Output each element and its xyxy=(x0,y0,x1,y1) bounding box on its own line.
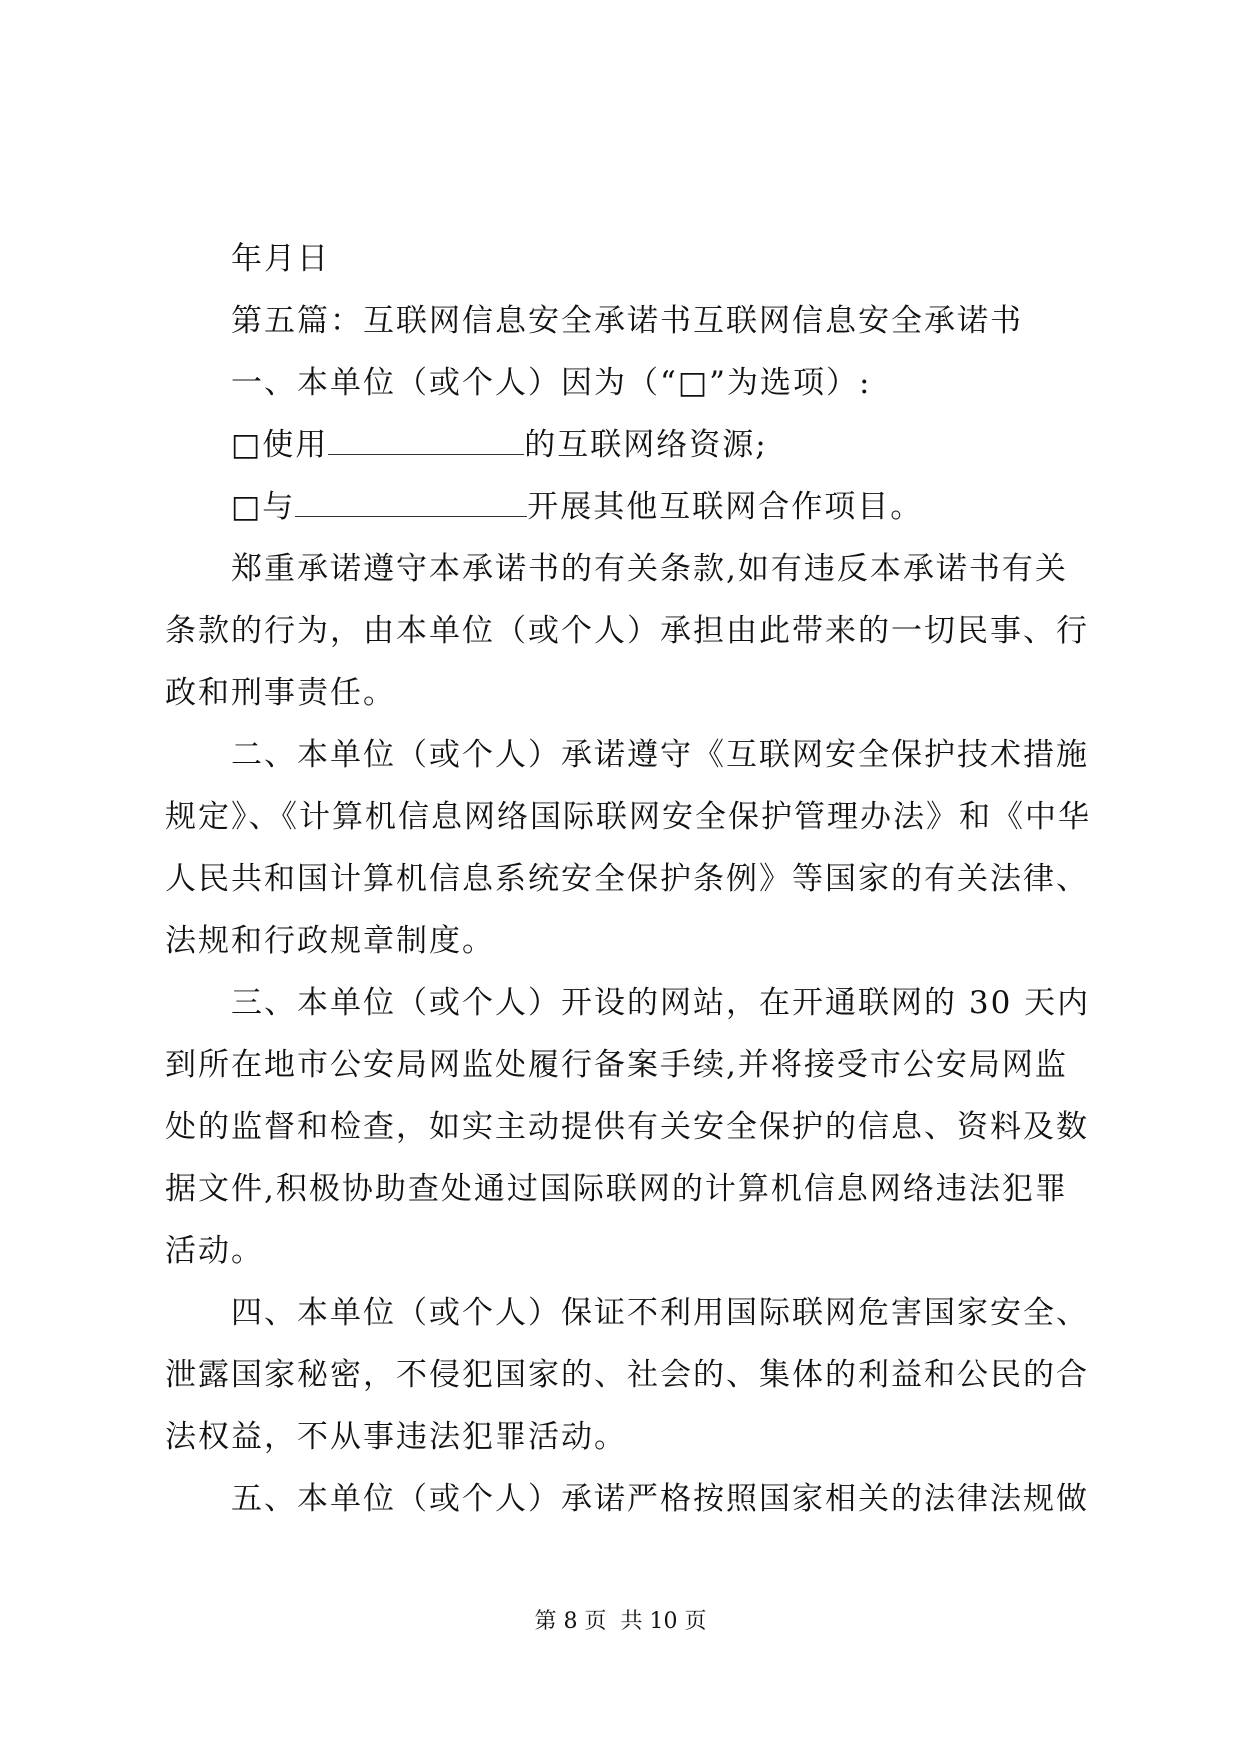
paragraph-line: 活动。 xyxy=(165,1233,264,1269)
option2-suffix: 开展其他互联网合作项目。 xyxy=(527,489,924,525)
paragraph-line: 五、本单位（或个人）承诺严格按照国家相关的法律法规做 xyxy=(231,1481,1089,1517)
paragraph-line: 人民共和国计算机信息系统安全保护条例》等国家的有关法律、 xyxy=(165,861,1089,897)
date-line: 年月日 xyxy=(231,241,330,277)
document-body xyxy=(165,228,1091,1530)
paragraph-line: 到所在地市公安局网监处履行备案手续,并将接受市公安局网监 xyxy=(165,1047,1068,1083)
option2-line xyxy=(165,476,1085,538)
paragraph-line: 二、本单位（或个人）承诺遵守《互联网安全保护技术措施 xyxy=(231,737,1089,773)
paragraph-line: 处的监督和检查，如实主动提供有关安全保护的信息、资料及数 xyxy=(165,1109,1089,1145)
paragraph-line: 法规和行政规章制度。 xyxy=(165,923,495,959)
section-heading: 第五篇：互联网信息安全承诺书互联网信息安全承诺书 xyxy=(231,303,1023,339)
paragraph-line: 郑重承诺遵守本承诺书的有关条款,如有违反本承诺书有关 xyxy=(231,551,1068,587)
paragraph-four xyxy=(165,1282,1089,1468)
option2-prefix: □与 xyxy=(231,489,296,525)
paragraph-line: 政和刑事责任。 xyxy=(165,675,396,711)
paragraph-commit xyxy=(165,538,1089,724)
paragraph-line: 规定》、《计算机信息网络国际联网安全保护管理办法》和《中华 xyxy=(165,799,1091,835)
paragraph-line: 据文件,积极协助查处通过国际联网的计算机信息网络违法犯罪 xyxy=(165,1171,1068,1207)
paragraph-line: 法权益，不从事违法犯罪活动。 xyxy=(165,1419,627,1455)
page-number-label: 第 8 页 共 10 页 xyxy=(534,1609,707,1634)
option1-suffix: 的互联网络资源; xyxy=(524,427,768,463)
option2-blank[interactable] xyxy=(295,488,527,517)
paragraph-five xyxy=(165,1468,1089,1530)
paragraph-line: 三、本单位（或个人）开设的网站，在开通联网的 30 天内 xyxy=(231,985,1091,1021)
page-footer xyxy=(0,1604,1241,1635)
option1-prefix: □使用 xyxy=(231,427,329,463)
paragraph-two xyxy=(165,724,1091,972)
paragraph-line: 四、本单位（或个人）保证不利用国际联网危害国家安全、 xyxy=(231,1295,1089,1331)
paragraph-three xyxy=(165,972,1091,1282)
option1-blank[interactable] xyxy=(328,426,524,455)
paragraph-line: 泄露国家秘密，不侵犯国家的、社会的、集体的利益和公民的合 xyxy=(165,1357,1089,1393)
option1-line xyxy=(165,414,1085,476)
item1-intro: 一、本单位（或个人）因为（“□”为选项）: xyxy=(231,365,872,401)
paragraph-line: 条款的行为，由本单位（或个人）承担由此带来的一切民事、行 xyxy=(165,613,1089,649)
